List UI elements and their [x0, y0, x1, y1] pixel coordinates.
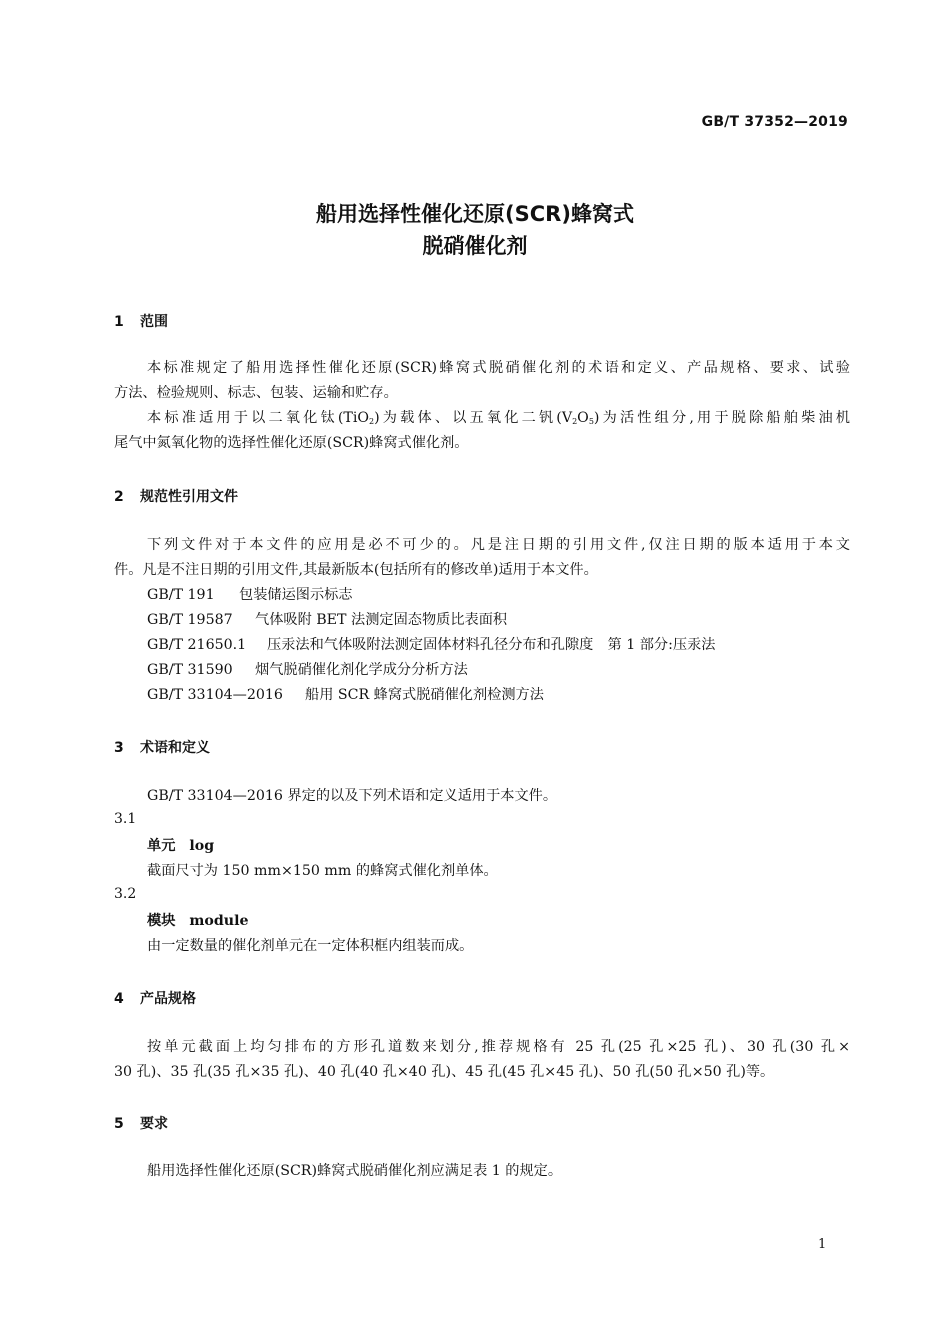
term-chinese: 模块 [147, 913, 176, 929]
reference-code: GB/T 191 [147, 587, 215, 603]
clause-number: 3.1 [114, 811, 137, 827]
paragraph-line: 30 孔)、35 孔(35 孔×35 孔)、40 孔(40 孔×40 孔)、45 孔(45 孔×45 孔)、50 孔(50 孔×50 孔)等。 [114, 1064, 775, 1080]
reference-code: GB/T 19587 [147, 612, 233, 628]
reference-code: GB/T 33104—2016 [147, 687, 283, 703]
section-title: 产品规格 [140, 991, 196, 1007]
paragraph-line: 按单元截面上均匀排布的方形孔道数来划分,推荐规格有 25 孔(25 孔×25 孔)、30 孔(30 孔× [147, 1039, 850, 1055]
reference-code: GB/T 31590 [147, 662, 233, 678]
term-definition: 由一定数量的催化剂单元在一定体积框内组装而成。 [147, 938, 474, 954]
reference-title: 烟气脱硝催化剂化学成分分析方法 [255, 662, 468, 678]
subscript: 5 [588, 417, 594, 426]
paragraph-line: 船用选择性催化还原(SCR)蜂窝式脱硝催化剂应满足表 1 的规定。 [147, 1163, 563, 1179]
term-english: log [189, 838, 215, 854]
section-title: 术语和定义 [140, 740, 210, 756]
text-run: O [577, 410, 589, 426]
section-number: 1 [114, 314, 124, 330]
paragraph-line: GB/T 33104—2016 界定的以及下列术语和定义适用于本文件。 [147, 788, 558, 804]
document-title-line2: 脱硝催化剂 [422, 234, 528, 258]
reference-title: 包装储运图示标志 [239, 587, 353, 603]
paragraph-line: 本标准规定了船用选择性催化还原(SCR)蜂窝式脱硝催化剂的术语和定义、产品规格、要求、试验 [147, 360, 850, 376]
paragraph-line: 方法、检验规则、标志、包装、运输和贮存。 [114, 385, 398, 401]
reference-code: GB/T 21650.1 [147, 637, 247, 653]
document-title-line1: 船用选择性催化还原(SCR)蜂窝式 [316, 202, 634, 226]
reference-item [147, 685, 883, 705]
section-heading-scope [114, 311, 168, 331]
text-run: )为活性组分,用于脱除船舶柴油机 [593, 410, 850, 426]
section-title: 范围 [140, 314, 168, 330]
clause-number: 3.2 [114, 886, 137, 902]
term-english: module [189, 913, 249, 929]
subscript: 2 [572, 417, 578, 426]
reference-title: 压汞法和气体吸附法测定固体材料孔径分布和孔隙度 第 1 部分:压汞法 [267, 637, 716, 653]
section-number: 3 [114, 740, 124, 756]
section-title: 要求 [140, 1116, 168, 1132]
term-entry [147, 836, 883, 856]
paragraph-line [147, 408, 850, 432]
subscript: 2 [369, 417, 375, 426]
paragraph-line: 件。凡是不注日期的引用文件,其最新版本(包括所有的修改单)适用于本文件。 [114, 562, 598, 578]
section-title: 规范性引用文件 [140, 489, 238, 505]
section-heading-product-specification [114, 988, 196, 1008]
text-run: )为载体、以五氧化二钒(V [374, 410, 573, 426]
term-chinese: 单元 [147, 838, 176, 854]
section-heading-normative-references [114, 486, 238, 506]
reference-item [147, 660, 883, 680]
section-heading-terms-and-definitions [114, 737, 210, 757]
text-run: 本标准适用于以二氧化钛(TiO [147, 410, 370, 426]
term-definition: 截面尺寸为 150 mm×150 mm 的蜂窝式催化剂单体。 [147, 863, 498, 879]
section-number: 5 [114, 1116, 124, 1132]
section-number: 2 [114, 489, 124, 505]
section-heading-requirements [114, 1113, 168, 1133]
paragraph-line: 尾气中氮氧化物的选择性催化还原(SCR)蜂窝式催化剂。 [114, 435, 469, 451]
reference-title: 气体吸附 BET 法测定固态物质比表面积 [255, 612, 508, 628]
standard-number: GB/T 37352—2019 [701, 114, 848, 130]
reference-item [147, 585, 883, 605]
reference-item [147, 610, 883, 630]
reference-item [147, 635, 883, 655]
term-entry [147, 911, 883, 931]
section-number: 4 [114, 991, 124, 1007]
paragraph-line: 下列文件对于本文件的应用是必不可少的。凡是注日期的引用文件,仅注日期的版本适用于本文 [147, 537, 850, 553]
reference-title: 船用 SCR 蜂窝式脱硝催化剂检测方法 [305, 687, 544, 703]
page-number: 1 [818, 1237, 827, 1252]
